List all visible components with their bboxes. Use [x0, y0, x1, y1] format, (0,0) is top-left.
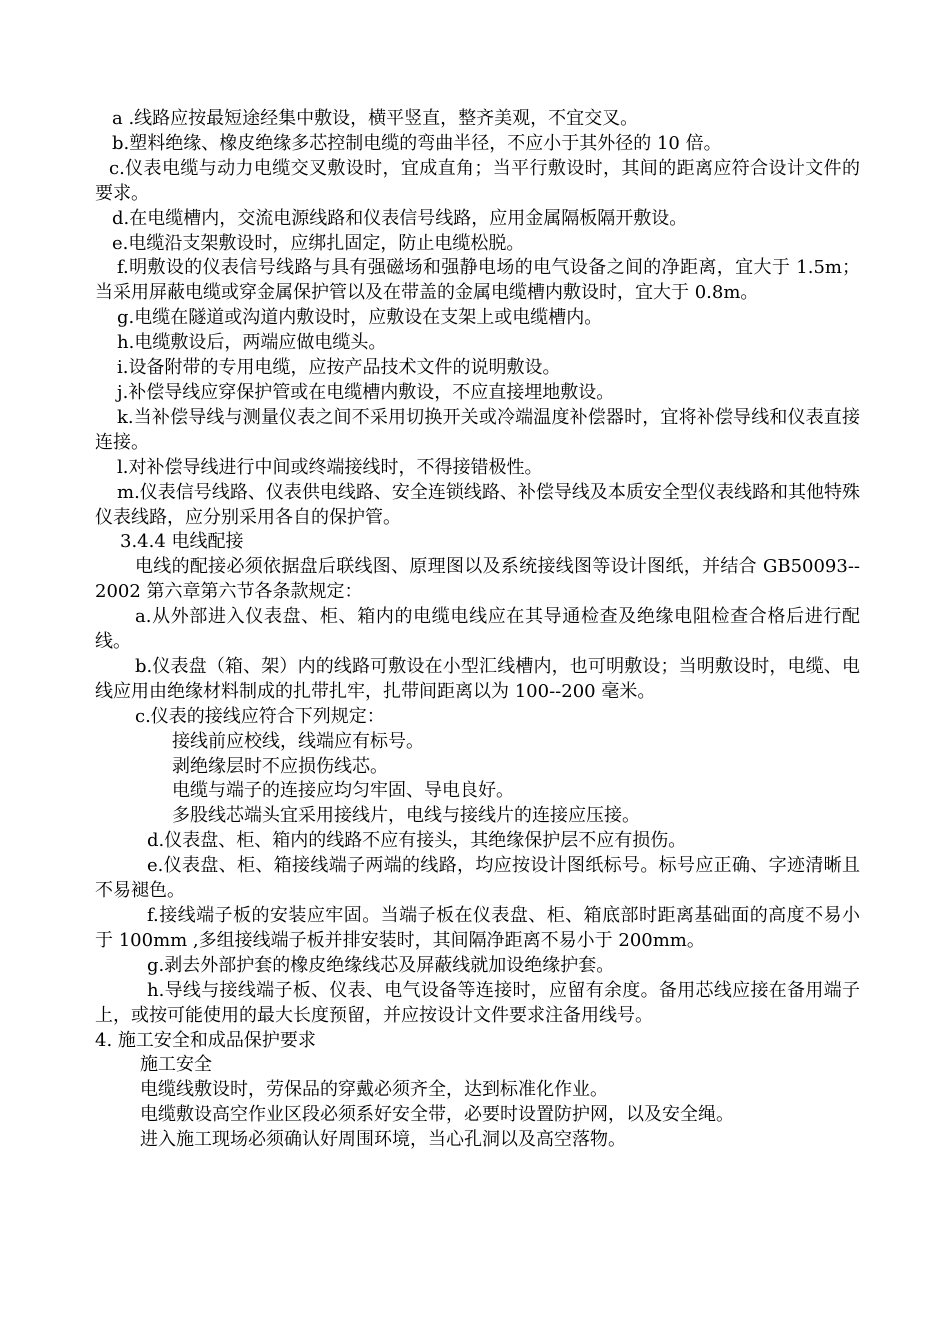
- paragraph: m.仪表信号线路、仪表供电线路、安全连锁线路、补偿导线及本质安全型仪表线路和其他特殊仪表线路，应分别采用各自的保护管。: [95, 481, 860, 528]
- paragraph: i.设备附带的专用电缆，应按产品技术文件的说明敷设。: [117, 357, 561, 379]
- paragraph: k.当补偿导线与测量仪表之间不采用切换开关或冷端温度补偿器时，宜将补偿导线和仪表直接连接。: [95, 406, 860, 453]
- paragraph: a.从外部进入仪表盘、柜、箱内的电缆电线应在其导通检查及绝缘电阻检查合格后进行配线。: [95, 606, 860, 653]
- paragraph: 3.4.4 电线配接: [120, 531, 244, 553]
- paragraph: 电缆与端子的连接应均匀牢固、导电良好。: [172, 780, 514, 802]
- paragraph: h.导线与接线端子板、仪表、电气设备等连接时，应留有余度。备用芯线应接在备用端子上，或按可能使用的最大长度预留，并应按设计文件要求注备用线号。: [95, 979, 860, 1026]
- paragraph: e.仪表盘、柜、箱接线端子两端的线路，均应按设计图纸标号。标号应正确、字迹清晰且不易褪色。: [95, 855, 860, 902]
- paragraph: d.在电缆槽内，交流电源线路和仪表信号线路，应用金属隔板隔开敷设。: [112, 207, 688, 229]
- paragraph: c.仪表电缆与动力电缆交叉敷设时，宜成直角；当平行敷设时，其间的距离应符合设计文件的要求。: [95, 157, 860, 204]
- paragraph: 接线前应校线，线端应有标号。: [172, 730, 424, 752]
- paragraph: 电线的配接必须依据盘后联线图、原理图以及系统接线图等设计图纸，并结合 GB50093--2002 第六章第六节各条款规定：: [95, 556, 860, 603]
- paragraph: d.仪表盘、柜、箱内的线路不应有接头，其绝缘保护层不应有损伤。: [147, 830, 687, 852]
- paragraph: c.仪表的接线应符合下列规定：: [135, 705, 385, 727]
- paragraph: 施工安全: [140, 1054, 212, 1076]
- paragraph: e.电缆沿支架敷设时，应绑扎固定，防止电缆松脱。: [112, 232, 525, 254]
- paragraph: f.明敷设的仪表信号线路与具有强磁场和强静电场的电气设备之间的净距离，宜大于 1.5m；当采用屏蔽电缆或穿金属保护管以及在带盖的金属电缆槽内敷设时，宜大于 0.8m。: [95, 257, 860, 304]
- paragraph: l.对补偿导线进行中间或终端接线时，不得接错极性。: [117, 456, 543, 478]
- paragraph: g.剥去外部护套的橡皮绝缘线芯及屏蔽线就加设绝缘护套。: [147, 954, 615, 976]
- paragraph: 剥绝缘层时不应损伤线芯。: [172, 755, 388, 777]
- paragraph: 电缆线敷设时，劳保品的穿戴必须齐全，达到标准化作业。: [140, 1079, 608, 1101]
- paragraph: j.补偿导线应穿保护管或在电缆槽内敷设，不应直接埋地敷设。: [117, 381, 615, 403]
- paragraph: h.电缆敷设后，两端应做电缆头。: [117, 332, 387, 354]
- paragraph: 多股线芯端头宜采用接线片，电线与接线片的连接应压接。: [172, 805, 640, 827]
- paragraph: f.接线端子板的安装应牢固。当端子板在仪表盘、柜、箱底部时距离基础面的高度不易小于 100mm ,多组接线端子板并排安装时，其间隔净距离不易小于 200mm。: [95, 905, 860, 951]
- paragraph: g.电缆在隧道或沟道内敷设时，应敷设在支架上或电缆槽内。: [117, 307, 603, 329]
- paragraph: 4. 施工安全和成品保护要求: [95, 1029, 316, 1051]
- paragraph: 进入施工现场必须确认好周围环境，当心孔洞以及高空落物。: [140, 1129, 626, 1151]
- paragraph: b.塑料绝缘、橡皮绝缘多芯控制电缆的弯曲半径，不应小于其外径的 10 倍。: [112, 132, 722, 154]
- paragraph: 电缆敷设高空作业区段必须系好安全带，必要时设置防护网，以及安全绳。: [140, 1104, 734, 1126]
- paragraph: b.仪表盘（箱、架）内的线路可敷设在小型汇线槽内，也可明敷设；当明敷设时，电缆、电线应用由绝缘材料制成的扎带扎牢，扎带间距离以为 100--200 毫米。: [95, 655, 860, 702]
- paragraph: a .线路应按最短途经集中敷设，横平竖直，整齐美观，不宜交叉。: [112, 108, 639, 129]
- document-body: [95, 107, 860, 1153]
